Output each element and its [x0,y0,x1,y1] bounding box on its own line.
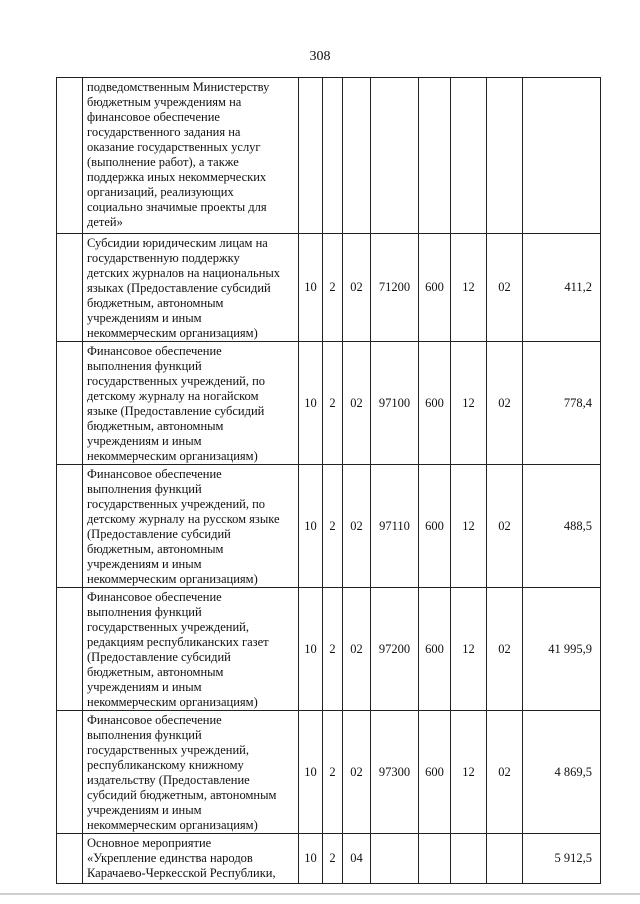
code-cell-c5: 600 [419,234,451,342]
scan-bottom-edge [0,893,640,895]
amount-cell: 4 869,5 [523,711,601,834]
description-line: некоммерческим организациям) [87,449,258,463]
code-cell-c4 [371,834,419,884]
description-line: языках (Предоставление субсидий [87,281,271,295]
code-cell-c6: 12 [451,234,487,342]
description-line: (выполнение работ), а также [87,155,239,169]
code-cell-c5: 600 [419,342,451,465]
description-line: государственных учреждений, по [87,374,266,388]
code-cell-c1: 10 [299,588,323,711]
code-cell-c6 [451,78,487,234]
amount-cell: 488,5 [523,465,601,588]
description-line: бюджетным, автономным [87,296,224,310]
code-cell-c2 [323,78,343,234]
description-line: учреждениям и иным [87,557,202,571]
code-cell-c7: 02 [487,465,523,588]
code-cell-c3: 02 [343,588,371,711]
description-line: Финансовое обеспечение [87,344,222,358]
table-row [57,834,601,884]
code-cell-c4: 97110 [371,465,419,588]
description-line: организаций, реализующих [87,185,234,199]
description-line: учреждениям и иным [87,803,202,817]
description-line: государственных учреждений, [87,620,249,634]
description-line: социально значимые проекты для [87,200,267,214]
code-cell-c6 [451,834,487,884]
description-line: государственных учреждений, [87,743,249,757]
amount-cell: 411,2 [523,234,601,342]
description-line: финансовое обеспечение [87,110,220,124]
row-number-cell [57,78,83,234]
code-cell-c6: 12 [451,588,487,711]
code-cell-c7 [487,834,523,884]
budget-table [56,77,601,884]
code-cell-c1: 10 [299,234,323,342]
amount-cell: 41 995,9 [523,588,601,711]
row-number-cell [57,465,83,588]
code-cell-c7: 02 [487,711,523,834]
description-line: Карачаево-Черкесской Республики, [87,866,276,880]
amount-cell: 5 912,5 [523,834,601,884]
code-cell-c4: 97100 [371,342,419,465]
description-line: Финансовое обеспечение [87,590,222,604]
code-cell-c3: 02 [343,342,371,465]
description-line: Основное мероприятие [87,836,212,850]
code-cell-c1: 10 [299,834,323,884]
description-line: республиканскому книжному [87,758,244,772]
code-cell-c1 [299,78,323,234]
code-cell-c2: 2 [323,834,343,884]
code-cell-c4: 97200 [371,588,419,711]
description-line: бюджетным, автономным [87,542,224,556]
code-cell-c7 [487,78,523,234]
code-cell-c4 [371,78,419,234]
code-cell-c1: 10 [299,342,323,465]
description-line: языке (Предоставление субсидий [87,404,265,418]
table-row [57,588,601,711]
description-line: (Предоставление субсидий [87,527,231,541]
description-line: некоммерческим организациям) [87,695,258,709]
code-cell-c7: 02 [487,588,523,711]
amount-cell: 778,4 [523,342,601,465]
description-line: некоммерческим организациям) [87,572,258,586]
code-cell-c5 [419,78,451,234]
description-line: издательству (Предоставление [87,773,250,787]
code-cell-c7: 02 [487,342,523,465]
code-cell-c5: 600 [419,588,451,711]
row-number-cell [57,834,83,884]
description-line: учреждениям и иным [87,434,202,448]
description-line: бюджетным, автономным [87,665,224,679]
description-line: государственную поддержку [87,251,240,265]
table-row [57,465,601,588]
code-cell-c2: 2 [323,234,343,342]
description-line: детей» [87,215,123,229]
table-row [57,342,601,465]
description-line: выполнения функций [87,605,202,619]
code-cell-c6: 12 [451,342,487,465]
description-line: детскому журналу на ногайском [87,389,259,403]
description-line: поддержка иных некоммерческих [87,170,267,184]
code-cell-c3: 04 [343,834,371,884]
code-cell-c2: 2 [323,711,343,834]
description-line: бюджетным, автономным [87,419,224,433]
description-line: выполнения функций [87,728,202,742]
description-cell [83,588,299,711]
description-line: учреждениям и иным [87,311,202,325]
code-cell-c2: 2 [323,588,343,711]
description-cell [83,834,299,884]
code-cell-c4: 97300 [371,711,419,834]
description-line: бюджетным учреждениям на [87,95,242,109]
description-cell [83,78,299,234]
description-cell [83,342,299,465]
description-line: государственного задания на [87,125,241,139]
description-line: детских журналов на национальных [87,266,281,280]
code-cell-c6: 12 [451,465,487,588]
code-cell-c3 [343,78,371,234]
row-number-cell [57,234,83,342]
description-line: некоммерческим организациям) [87,818,258,832]
description-line: субсидий бюджетным, автономным [87,788,277,802]
code-cell-c3: 02 [343,711,371,834]
code-cell-c4: 71200 [371,234,419,342]
description-line: редакциям республиканских газет [87,635,269,649]
description-line: учреждениям и иным [87,680,202,694]
description-line: «Укрепление единства народов [87,851,253,865]
code-cell-c3: 02 [343,234,371,342]
description-line: Субсидии юридическим лицам на [87,236,268,250]
table-row [57,78,601,234]
code-cell-c6: 12 [451,711,487,834]
page-number: 308 [309,49,331,64]
description-line: выполнения функций [87,359,202,373]
description-cell [83,711,299,834]
description-line: некоммерческим организациям) [87,326,258,340]
code-cell-c2: 2 [323,342,343,465]
code-cell-c2: 2 [323,465,343,588]
row-number-cell [57,342,83,465]
code-cell-c5: 600 [419,465,451,588]
row-number-cell [57,588,83,711]
description-line: детскому журналу на русском языке [87,512,280,526]
code-cell-c5: 600 [419,711,451,834]
description-line: (Предоставление субсидий [87,650,231,664]
description-line: выполнения функций [87,482,202,496]
description-line: подведомственным Министерству [87,80,270,94]
amount-cell [523,78,601,234]
code-cell-c1: 10 [299,711,323,834]
code-cell-c3: 02 [343,465,371,588]
table-row [57,234,601,342]
code-cell-c7: 02 [487,234,523,342]
description-line: Финансовое обеспечение [87,467,222,481]
description-cell [83,465,299,588]
description-cell [83,234,299,342]
description-line: государственных учреждений, по [87,497,266,511]
description-line: оказание государственных услуг [87,140,261,154]
code-cell-c5 [419,834,451,884]
table-row [57,711,601,834]
code-cell-c1: 10 [299,465,323,588]
row-number-cell [57,711,83,834]
description-line: Финансовое обеспечение [87,713,222,727]
